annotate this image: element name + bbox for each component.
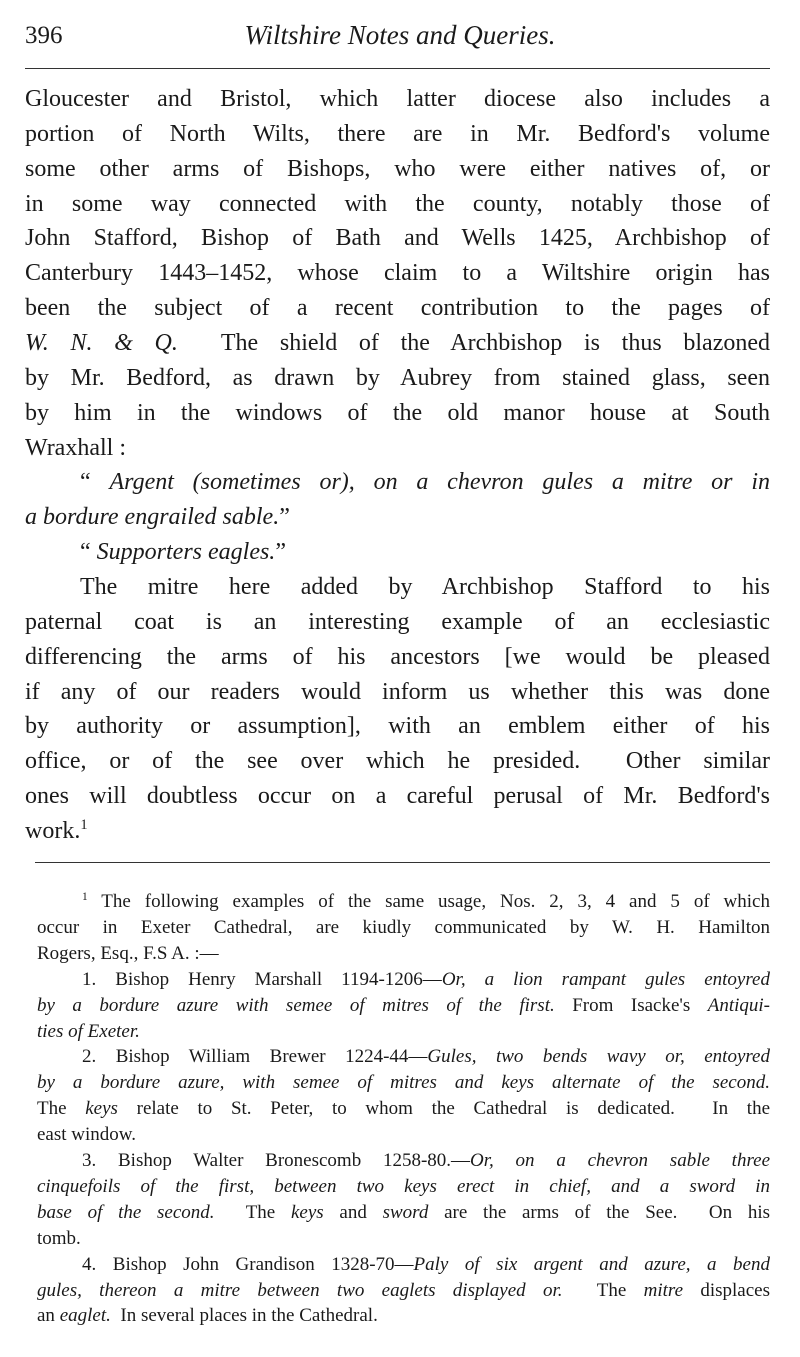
text: The shield of the Archbishop is thus blazoned (177, 330, 770, 357)
page-number: 396 (25, 22, 63, 49)
body-line (25, 744, 770, 779)
italic-text: Argent (sometimes or), on a chevron gules a mitre or in (109, 469, 770, 496)
italic-text: by a bordure azure, with semee of mitres and keys alternate of the second. (37, 1072, 770, 1094)
text: Gloucester and Bristol, which latter diocese also includes a (25, 86, 770, 112)
text: 3. Bishop Walter Bronescomb 1258-80.— (82, 1150, 471, 1171)
italic-text: keys (85, 1098, 118, 1120)
italic-text: gules, thereon a mitre between two eaglets displayed or. (37, 1279, 563, 1301)
text: The (214, 1201, 291, 1223)
body-line (25, 605, 770, 640)
footnote-line (37, 1096, 770, 1122)
text: The (37, 1098, 86, 1120)
text: The following examples of the same usage, Nos. 2, 3, 4 and 5 of which (87, 891, 770, 912)
footnote-rule (35, 862, 770, 863)
text: portion of North Wilts, there are in Mr. Bedford's volume (25, 120, 770, 147)
text: if any of our readers would inform us whether this was done (25, 678, 770, 705)
footnote-line (37, 967, 770, 993)
text: 1. Bishop Henry Marshall 1194-1206— (82, 968, 442, 990)
footnote-line (37, 1200, 770, 1226)
italic-text: cinquefoils of the first, between two keys erect in chief, and a sword in (37, 1175, 770, 1197)
text: Canterbury 1443–1452, whose claim to a Wiltshire origin has (25, 260, 770, 287)
italic-text: Antiqui- (707, 994, 770, 1016)
text: 2. Bishop William Brewer 1224-44— (82, 1046, 428, 1068)
text: Wraxhall : (25, 434, 126, 461)
body-line (25, 535, 770, 570)
italic-text: ties of Exeter. (37, 1020, 140, 1042)
footnote-line (37, 1122, 770, 1148)
text: differencing the arms of his ancestors [we would be pleased (25, 643, 770, 670)
italic-text: Gules, two bends wavy or, entoyred (427, 1046, 770, 1068)
italic-text: eaglet. (59, 1305, 111, 1327)
text: east window. (37, 1124, 137, 1146)
footnote-line (37, 1070, 770, 1096)
body-line (25, 82, 770, 117)
body-line (25, 709, 770, 744)
text: office, or of the see over which he presided. Other similar (25, 748, 770, 775)
body-line (25, 361, 770, 396)
italic-text: by a bordure azure with semee of mitres of the first. (37, 994, 555, 1016)
text: The (562, 1279, 644, 1301)
footnote-line (37, 1148, 770, 1174)
body-line (25, 326, 770, 361)
footnote-line (37, 889, 770, 915)
text: occur in Exeter Cathedral, are kiudly communicated by W. H. Hamilton (37, 916, 770, 938)
body-line (25, 187, 770, 222)
text: John Stafford, Bishop of Bath and Wells 1425, Archbishop of (25, 225, 770, 252)
footnote-line (37, 1252, 770, 1278)
text: by authority or assumption], with an emblem either of his (25, 713, 770, 740)
italic-text: mitre (643, 1279, 684, 1301)
italic-text: Or, on a chevron sable three (470, 1150, 771, 1171)
body-line (25, 291, 770, 326)
text: ” (275, 539, 286, 566)
body-line (25, 814, 770, 849)
text: displaces (683, 1279, 770, 1301)
text: are the arms of the See. On his (428, 1201, 770, 1223)
italic-text: Supporters eagles. (96, 539, 276, 566)
body-line (25, 396, 770, 431)
text: tomb. (37, 1227, 81, 1249)
text: ” (279, 504, 290, 531)
footnote-line (37, 1044, 770, 1070)
italic-text: W. N. & Q. (25, 330, 178, 357)
running-title: Wiltshire Notes and Queries. (244, 20, 556, 50)
text: The mitre here added by Archbishop Stafford to his (80, 574, 770, 601)
body-line (25, 500, 770, 535)
footnote-line (37, 1226, 770, 1252)
footnote-marker: 1 (80, 817, 88, 834)
text: in some way connected with the county, notably those of (25, 190, 770, 217)
body-line (25, 465, 770, 500)
footnote-line (37, 915, 770, 941)
italic-text: a bordure engrailed sable. (25, 504, 280, 531)
italic-text: keys (290, 1201, 324, 1223)
footnote-line (37, 941, 770, 967)
italic-text: sword (382, 1201, 429, 1223)
body-line (25, 675, 770, 710)
body-line (25, 256, 770, 291)
italic-text: base of the second. (37, 1201, 215, 1223)
text: some other arms of Bishops, who were either natives of, or (25, 155, 770, 182)
text: an (37, 1305, 60, 1327)
body-line (25, 779, 770, 814)
text: been the subject of a recent contribution to the pages of (25, 295, 770, 322)
text: by him in the windows of the old manor house at South (25, 399, 770, 426)
footnote-line (37, 1019, 770, 1045)
footnote-marker: 1 (82, 890, 88, 903)
body-line (25, 431, 770, 466)
body-line (25, 570, 770, 605)
text: “ (80, 539, 97, 566)
text: 4. Bishop John Grandison 1328-70— (82, 1253, 414, 1275)
text: and (323, 1201, 383, 1223)
italic-text: Paly of six argent and azure, a bend (413, 1253, 770, 1275)
text: by Mr. Bedford, as drawn by Aubrey from stained glass, seen (25, 364, 770, 391)
body-line (25, 221, 770, 256)
footnote-line (37, 993, 770, 1019)
text: Rogers, Esq., F.S A. :— (37, 942, 219, 964)
footnote-line (37, 1174, 770, 1200)
text: work. (25, 818, 81, 845)
body-line (25, 640, 770, 675)
italic-text: Or, a lion rampant gules entoyred (441, 968, 770, 990)
body-line (25, 152, 770, 187)
text: paternal coat is an interesting example of an ecclesiastic (25, 608, 770, 635)
header-rule (25, 68, 770, 69)
footnote-line (37, 1278, 770, 1304)
footnote-line (37, 1303, 770, 1329)
body-line (25, 117, 770, 152)
text: In several places in the Cathedral. (110, 1305, 378, 1327)
text: From Isacke's (554, 994, 708, 1016)
text: “ (80, 469, 110, 496)
text: relate to St. Peter, to whom the Cathedral is dedicated. In the (117, 1098, 771, 1120)
text: ones will doubtless occur on a careful perusal of Mr. Bedford's (25, 783, 770, 810)
